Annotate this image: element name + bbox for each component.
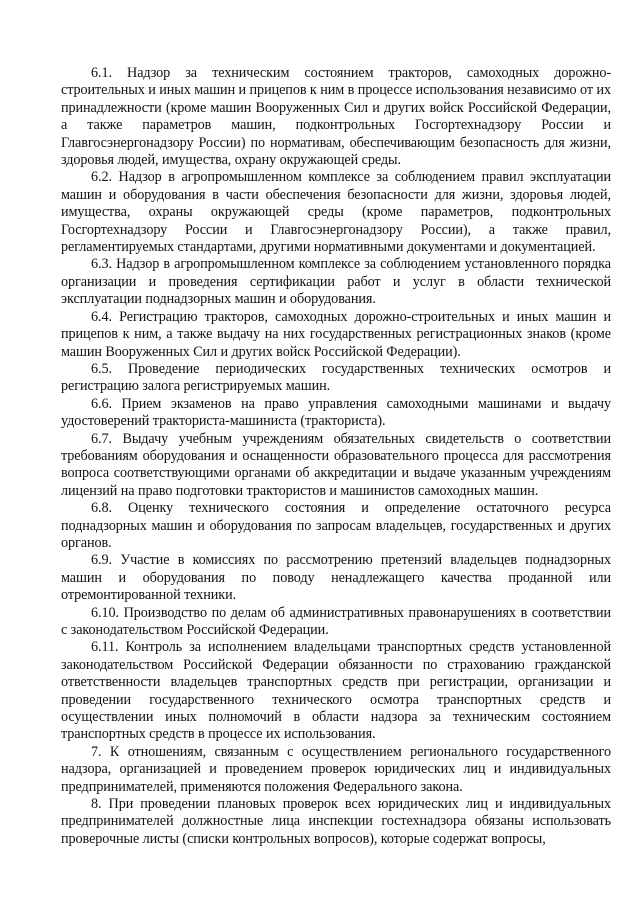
paragraph-6-3: 6.3. Надзор в агропромышленном комплексе за соблюдением установленного порядка организации и проведения сертификации работ и услуг в области технической эксплуатации поднадзорных машин и оборудования. (61, 256, 611, 308)
paragraph-6-6: 6.6. Прием экзаменов на право управления самоходными машинами и выдачу удостоверений тракториста-машиниста (тракториста). (61, 395, 611, 430)
paragraph-6-7: 6.7. Выдачу учебным учреждениям обязательных свидетельств о соответствии требованиям оборудования и оснащенности образовательного процесса для рассмотрения вопроса соответствующими органами об аккредитации и выдаче указанным учреждениям лицензий на право подготовки трактористов и машинистов самоходных машин. (61, 430, 611, 499)
paragraph-6-1: 6.1. Надзор за техническим состоянием тракторов, самоходных дорожно-строительных и иных машин и прицепов к ним в процессе использования независимо от их принадлежности (кроме машин Вооруженных Сил и других войск Российской Федерации, а также параметров машин, подконтрольных Госгортехнадзору России и Главгосэнергонадзору России) по нормативам, обеспечивающим безопасность для жизни, здоровья людей, имущества, охрану окружающей среды. (61, 65, 611, 169)
paragraph-7: 7. К отношениям, связанным с осуществлением регионального государственного надзора, организацией и проведением проверок юридических лиц и индивидуальных предпринимателей, применяются положения Федерального закона. (61, 743, 611, 795)
document-page (61, 65, 611, 848)
paragraph-6-5: 6.5. Проведение периодических государственных технических осмотров и регистрацию залога регистрируемых машин. (61, 360, 611, 395)
paragraph-6-8: 6.8. Оценку технического состояния и определение остаточного ресурса поднадзорных машин и оборудования по запросам владельцев, государственных и других органов. (61, 500, 611, 551)
paragraph-6-9: 6.9. Участие в комиссиях по рассмотрению претензий владельцев поднадзорных машин и оборудования по поводу ненадлежащего качества проданной или отремонтированной техники. (61, 552, 611, 604)
paragraph-6-10: 6.10. Производство по делам об административных правонарушениях в соответствии с законодательством Российской Федерации. (61, 604, 611, 638)
paragraph-6-2: 6.2. Надзор в агропромышленном комплексе за соблюдением правил эксплуатации машин и оборудования в части обеспечения безопасности для жизни, здоровья людей, имущества, охраны окружающей среды (кроме параметров, подконтрольных Госгортехнадзору России и Главгосэнергонадзору России), а также правил, регламентируемых стандартами, другими нормативными документами и документацией. (61, 169, 611, 256)
paragraph-6-11: 6.11. Контроль за исполнением владельцами транспортных средств установленной законодательством Российской Федерации обязанности по страхованию гражданской ответственности владельцев транспортных средств при регистрации, организации и проведении государственного технического осмотра транспортных средств и осуществлении иных полномочий в области надзора за техническим состоянием транспортных средств в процессе их использования. (61, 639, 611, 743)
paragraph-8: 8. При проведении плановых проверок всех юридических лиц и индивидуальных предпринимателей должностные лица инспекции гостехнадзора обязаны использовать проверочные листы (списки контрольных вопросов), которые содержат вопросы, (61, 796, 611, 847)
paragraph-6-4: 6.4. Регистрацию тракторов, самоходных дорожно-строительных и иных машин и прицепов к ним, а также выдачу на них государственных регистрационных знаков (кроме машин Вооруженных Сил и других войск Российской Федерации). (61, 308, 611, 360)
